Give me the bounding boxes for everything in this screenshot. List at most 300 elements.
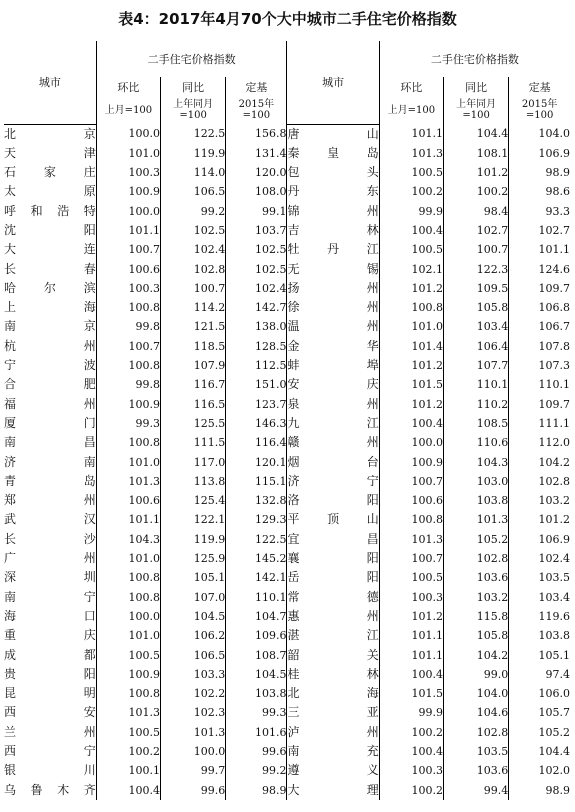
city-name-left: 西 安: [4, 705, 96, 720]
dingji-value-left: 138.0: [226, 317, 287, 336]
dingji-value-left: 115.1: [226, 472, 287, 491]
city-name-right: 济 宁: [287, 472, 379, 491]
huanbi-value-right: 99.9: [379, 703, 443, 722]
tongbi-value-right: 122.3: [444, 260, 509, 279]
huanbi-value-left: 100.6: [96, 260, 160, 279]
huanbi-value-left: 100.4: [96, 781, 160, 800]
city-name-left: 兰 州: [4, 724, 96, 739]
city-name-left: 深 圳: [4, 570, 96, 585]
tongbi-value-right: 103.0: [444, 472, 509, 491]
tongbi-value-left: 125.9: [161, 549, 226, 568]
city-name-right: 岳 阳: [287, 568, 379, 587]
huanbi-value-left: 101.1: [96, 221, 160, 240]
table-row: [4, 703, 570, 722]
tongbi-value-left: 106.5: [161, 646, 226, 665]
huanbi-value-left: 100.7: [96, 240, 160, 259]
table-row: [4, 317, 570, 336]
tongbi-value-left: 119.9: [161, 144, 226, 163]
tongbi-value-left: 106.5: [161, 182, 226, 201]
tongbi-value-right: 110.2: [444, 395, 509, 414]
city-name-left: 贵 阳: [4, 666, 96, 681]
table-row: [4, 279, 570, 298]
tongbi-value-left: 101.3: [161, 723, 226, 742]
table-row: [4, 356, 570, 375]
tongbi-value-left: 102.5: [161, 221, 226, 240]
tongbi-value-right: 101.2: [444, 163, 509, 182]
city-name-right: 锦 州: [287, 202, 379, 221]
dingji-value-left: 109.6: [226, 626, 287, 645]
tongbi-value-left: 107.9: [161, 356, 226, 375]
city-name-right: 三 亚: [287, 703, 379, 722]
price-index-table: [4, 41, 570, 800]
city-name-right: 南 充: [287, 742, 379, 761]
huanbi-value-right: 101.0: [379, 317, 443, 336]
table-row: [4, 144, 570, 163]
tongbi-value-right: 109.5: [444, 279, 509, 298]
huanbi-value-left: 104.3: [96, 530, 160, 549]
tongbi-value-left: 113.8: [161, 472, 226, 491]
tongbi-value-left: 99.7: [161, 761, 226, 780]
dingji-value-right: 104.2: [509, 453, 570, 472]
dingji-value-left: 99.1: [226, 202, 287, 221]
city-name-left: 郑 州: [4, 493, 96, 508]
city-name-left: 乌鲁木齐: [4, 782, 96, 797]
tongbi-value-left: 118.5: [161, 337, 226, 356]
dingji-value-right: 102.0: [509, 761, 570, 780]
city-name-left: 北 京: [4, 126, 96, 141]
dingji-value-right: 98.9: [509, 781, 570, 800]
dingji-value-right: 101.1: [509, 240, 570, 259]
dingji-value-left: 128.5: [226, 337, 287, 356]
huanbi-value-right: 101.3: [379, 530, 443, 549]
tongbi-value-left: 99.2: [161, 202, 226, 221]
dingji-value-right: 103.5: [509, 568, 570, 587]
city-name-right: 遵 义: [287, 761, 379, 780]
city-name-left: 海 口: [4, 608, 96, 623]
huanbi-value-left: 100.3: [96, 163, 160, 182]
dingji-value-right: 112.0: [509, 433, 570, 452]
huanbi-value-left: 99.8: [96, 317, 160, 336]
dingji-value-left: 146.3: [226, 414, 287, 433]
dingji-value-left: 104.7: [226, 607, 287, 626]
city-name-right: 惠 州: [287, 607, 379, 626]
huanbi-value-right: 101.1: [379, 646, 443, 665]
huanbi-base-right: 上月=100: [379, 96, 443, 124]
huanbi-value-left: 100.8: [96, 298, 160, 317]
tongbi-value-left: 102.2: [161, 684, 226, 703]
tongbi-value-left: 102.4: [161, 240, 226, 259]
city-name-right: 洛 阳: [287, 491, 379, 510]
city-name-right: 韶 关: [287, 646, 379, 665]
dingji-value-left: 142.7: [226, 298, 287, 317]
dingji-value-right: 104.0: [509, 124, 570, 144]
city-name-left: 成 都: [4, 647, 96, 662]
tongbi-value-left: 114.0: [161, 163, 226, 182]
dingji-value-left: 102.4: [226, 279, 287, 298]
tongbi-value-left: 99.6: [161, 781, 226, 800]
city-name-left: 西 宁: [4, 744, 96, 758]
huanbi-value-right: 101.1: [379, 124, 443, 144]
tongbi-value-left: 103.3: [161, 665, 226, 684]
city-name-left: 大 连: [4, 242, 96, 257]
tongbi-value-right: 99.4: [444, 781, 509, 800]
dingji-value-right: 105.2: [509, 723, 570, 742]
city-name-left: 青 岛: [4, 473, 96, 488]
city-name-right: 安 庆: [287, 375, 379, 394]
dingji-value-left: 122.5: [226, 530, 287, 549]
tongbi-value-right: 104.0: [444, 684, 509, 703]
huanbi-value-right: 100.4: [379, 414, 443, 433]
huanbi-value-left: 100.8: [96, 356, 160, 375]
huanbi-value-right: 101.3: [379, 144, 443, 163]
huanbi-value-left: 100.8: [96, 588, 160, 607]
city-header-right: 城市: [287, 41, 379, 124]
huanbi-value-left: 100.0: [96, 202, 160, 221]
huanbi-value-left: 100.1: [96, 761, 160, 780]
dingji-value-left: 120.0: [226, 163, 287, 182]
tongbi-value-right: 102.8: [444, 723, 509, 742]
dingji-value-right: 107.3: [509, 356, 570, 375]
dingji-value-left: 101.6: [226, 723, 287, 742]
dingji-value-right: 93.3: [509, 202, 570, 221]
dingji-value-right: 124.6: [509, 260, 570, 279]
city-name-left: 长 春: [4, 261, 96, 276]
huanbi-value-right: 100.4: [379, 665, 443, 684]
city-name-right: 秦皇岛: [287, 144, 379, 163]
dingji-value-right: 105.1: [509, 646, 570, 665]
dingji-value-right: 106.0: [509, 684, 570, 703]
tongbi-value-right: 102.7: [444, 221, 509, 240]
city-name-left: 武 汉: [4, 512, 96, 527]
dingji-value-right: 119.6: [509, 607, 570, 626]
huanbi-value-right: 100.5: [379, 240, 443, 259]
table-row: [4, 530, 570, 549]
city-name-left: 哈尔滨: [4, 280, 96, 295]
city-name-right: 桂 林: [287, 665, 379, 684]
huanbi-value-right: 100.2: [379, 723, 443, 742]
city-name-right: 平顶山: [287, 510, 379, 529]
tongbi-value-left: 122.5: [161, 124, 226, 144]
tongbi-value-right: 103.2: [444, 588, 509, 607]
dingji-value-right: 101.2: [509, 510, 570, 529]
dingji-value-left: 99.2: [226, 761, 287, 780]
table-row: [4, 124, 570, 144]
table-row: [4, 781, 570, 800]
city-name-left: 宁 波: [4, 358, 96, 373]
tongbi-value-left: 105.1: [161, 568, 226, 587]
huanbi-value-right: 100.5: [379, 163, 443, 182]
table-row: [4, 491, 570, 510]
dingji-value-left: 103.8: [226, 684, 287, 703]
city-header-left: 城市: [4, 41, 96, 124]
tongbi-value-left: 116.7: [161, 375, 226, 394]
dingji-value-left: 129.3: [226, 510, 287, 529]
tongbi-base-left: 上年同月=100: [161, 96, 226, 124]
huanbi-value-right: 100.6: [379, 491, 443, 510]
tongbi-value-right: 107.7: [444, 356, 509, 375]
tongbi-value-left: 116.5: [161, 395, 226, 414]
dingji-value-right: 106.9: [509, 530, 570, 549]
city-name-left: 南 昌: [4, 435, 96, 450]
huanbi-value-left: 101.3: [96, 472, 160, 491]
tongbi-value-right: 103.6: [444, 568, 509, 587]
dingji-value-right: 104.4: [509, 742, 570, 761]
table-row: [4, 453, 570, 472]
tongbi-value-right: 105.8: [444, 298, 509, 317]
table-row: [4, 395, 570, 414]
huanbi-value-right: 99.9: [379, 202, 443, 221]
table-row: [4, 337, 570, 356]
tongbi-value-left: 111.5: [161, 433, 226, 452]
huanbi-value-left: 100.3: [96, 279, 160, 298]
dingji-value-right: 106.7: [509, 317, 570, 336]
tongbi-header-left: 同比: [161, 77, 226, 96]
tongbi-value-right: 104.2: [444, 646, 509, 665]
city-name-left: 重 庆: [4, 628, 96, 643]
tongbi-value-right: 103.4: [444, 317, 509, 336]
dingji-value-right: 106.9: [509, 144, 570, 163]
city-name-right: 宜 昌: [287, 530, 379, 549]
huanbi-value-right: 100.3: [379, 588, 443, 607]
table-row: [4, 221, 570, 240]
dingji-value-right: 111.1: [509, 414, 570, 433]
huanbi-value-right: 100.2: [379, 781, 443, 800]
huanbi-value-left: 100.7: [96, 337, 160, 356]
table-row: [4, 742, 570, 761]
city-name-left: 济 南: [4, 454, 96, 469]
huanbi-value-right: 101.1: [379, 626, 443, 645]
table-row: [4, 182, 570, 201]
tongbi-value-left: 100.0: [161, 742, 226, 761]
huanbi-header-right: 环比: [379, 77, 443, 96]
dingji-value-right: 103.4: [509, 588, 570, 607]
dingji-value-left: 98.9: [226, 781, 287, 800]
tongbi-value-left: 125.4: [161, 491, 226, 510]
city-name-right: 湛 江: [287, 626, 379, 645]
tongbi-value-left: 102.8: [161, 260, 226, 279]
table-row: [4, 163, 570, 182]
table-row: [4, 240, 570, 259]
huanbi-value-right: 102.1: [379, 260, 443, 279]
tongbi-value-right: 100.7: [444, 240, 509, 259]
dingji-value-right: 109.7: [509, 395, 570, 414]
dingji-value-right: 102.7: [509, 221, 570, 240]
city-name-right: 襄 阳: [287, 549, 379, 568]
table-row: [4, 646, 570, 665]
city-name-right: 赣 州: [287, 433, 379, 452]
tongbi-value-left: 114.2: [161, 298, 226, 317]
city-name-right: 温 州: [287, 317, 379, 336]
city-name-right: 九 江: [287, 414, 379, 433]
city-name-left: 呼和浩特: [4, 203, 96, 218]
huanbi-value-left: 100.5: [96, 723, 160, 742]
huanbi-value-right: 100.8: [379, 298, 443, 317]
tongbi-value-right: 104.6: [444, 703, 509, 722]
huanbi-value-left: 100.9: [96, 182, 160, 201]
tongbi-value-left: 121.5: [161, 317, 226, 336]
tongbi-value-left: 122.1: [161, 510, 226, 529]
tongbi-value-right: 103.5: [444, 742, 509, 761]
city-name-right: 扬 州: [287, 279, 379, 298]
huanbi-value-right: 100.7: [379, 549, 443, 568]
huanbi-value-right: 101.2: [379, 279, 443, 298]
dingji-value-right: 103.2: [509, 491, 570, 510]
huanbi-value-right: 100.2: [379, 182, 443, 201]
huanbi-value-left: 100.5: [96, 646, 160, 665]
table-row: [4, 549, 570, 568]
city-name-right: 北 海: [287, 684, 379, 703]
city-name-left: 长 沙: [4, 531, 96, 546]
city-name-left: 上 海: [4, 300, 96, 315]
huanbi-base-left: 上月=100: [96, 96, 160, 124]
tongbi-value-right: 103.8: [444, 491, 509, 510]
tongbi-value-left: 100.7: [161, 279, 226, 298]
tongbi-value-right: 102.8: [444, 549, 509, 568]
tongbi-value-right: 101.3: [444, 510, 509, 529]
table-row: [4, 433, 570, 452]
table-row: [4, 684, 570, 703]
dingji-value-right: 109.7: [509, 279, 570, 298]
huanbi-value-right: 101.2: [379, 356, 443, 375]
huanbi-value-right: 100.8: [379, 510, 443, 529]
dingji-value-left: 112.5: [226, 356, 287, 375]
tongbi-value-right: 106.4: [444, 337, 509, 356]
city-name-left: 石家庄: [4, 165, 96, 180]
city-name-left: 天 津: [4, 145, 96, 160]
tongbi-value-right: 105.2: [444, 530, 509, 549]
tongbi-value-right: 98.4: [444, 202, 509, 221]
dingji-header-left: 定基: [226, 77, 287, 96]
city-name-left: 沈 阳: [4, 222, 96, 237]
huanbi-value-left: 101.0: [96, 626, 160, 645]
huanbi-value-right: 101.4: [379, 337, 443, 356]
tongbi-header-right: 同比: [444, 77, 509, 96]
huanbi-value-left: 99.8: [96, 375, 160, 394]
tongbi-value-right: 108.5: [444, 414, 509, 433]
group-header-left: 二手住宅价格指数: [96, 41, 287, 77]
huanbi-value-left: 100.8: [96, 568, 160, 587]
huanbi-value-right: 100.4: [379, 742, 443, 761]
huanbi-value-left: 100.0: [96, 124, 160, 144]
huanbi-value-left: 100.2: [96, 742, 160, 761]
tongbi-value-left: 117.0: [161, 453, 226, 472]
tongbi-value-left: 107.0: [161, 588, 226, 607]
tongbi-value-right: 103.6: [444, 761, 509, 780]
dingji-value-left: 151.0: [226, 375, 287, 394]
dingji-value-left: 142.1: [226, 568, 287, 587]
dingji-value-left: 102.5: [226, 260, 287, 279]
table-body: [4, 124, 570, 800]
table-row: [4, 375, 570, 394]
dingji-value-left: 110.1: [226, 588, 287, 607]
dingji-value-left: 108.0: [226, 182, 287, 201]
dingji-header-right: 定基: [509, 77, 570, 96]
tongbi-value-left: 125.5: [161, 414, 226, 433]
table-row: [4, 665, 570, 684]
dingji-value-right: 98.9: [509, 163, 570, 182]
tongbi-value-right: 110.1: [444, 375, 509, 394]
tongbi-value-left: 119.9: [161, 530, 226, 549]
table-row: [4, 298, 570, 317]
huanbi-value-right: 100.4: [379, 221, 443, 240]
dingji-value-left: 104.5: [226, 665, 287, 684]
city-name-left: 合 肥: [4, 377, 96, 392]
huanbi-value-right: 100.9: [379, 453, 443, 472]
huanbi-value-left: 100.6: [96, 491, 160, 510]
dingji-value-right: 110.1: [509, 375, 570, 394]
huanbi-value-left: 101.0: [96, 549, 160, 568]
city-name-left: 昆 明: [4, 686, 96, 701]
huanbi-value-left: 101.0: [96, 144, 160, 163]
city-name-left: 南 京: [4, 319, 96, 334]
tongbi-value-right: 100.2: [444, 182, 509, 201]
city-name-left: 杭 州: [4, 338, 96, 353]
city-name-right: 吉 林: [287, 221, 379, 240]
table-row: [4, 260, 570, 279]
group-header-right: 二手住宅价格指数: [379, 41, 570, 77]
dingji-value-right: 105.7: [509, 703, 570, 722]
dingji-value-left: 116.4: [226, 433, 287, 452]
city-name-left: 广 州: [4, 551, 96, 566]
city-name-right: 泸 州: [287, 723, 379, 742]
dingji-value-left: 99.3: [226, 703, 287, 722]
city-name-right: 徐 州: [287, 298, 379, 317]
huanbi-value-right: 101.2: [379, 395, 443, 414]
table-row: [4, 607, 570, 626]
huanbi-value-left: 100.8: [96, 684, 160, 703]
huanbi-value-right: 101.5: [379, 684, 443, 703]
table-row: [4, 510, 570, 529]
city-name-right: 金 华: [287, 337, 379, 356]
dingji-value-left: 99.6: [226, 742, 287, 761]
huanbi-value-left: 101.1: [96, 510, 160, 529]
table-row: [4, 202, 570, 221]
huanbi-value-right: 100.0: [379, 433, 443, 452]
tongbi-value-left: 104.5: [161, 607, 226, 626]
huanbi-value-left: 100.0: [96, 607, 160, 626]
dingji-value-left: 123.7: [226, 395, 287, 414]
tongbi-value-right: 104.4: [444, 124, 509, 144]
huanbi-header-left: 环比: [96, 77, 160, 96]
table-row: [4, 761, 570, 780]
dingji-value-left: 103.7: [226, 221, 287, 240]
tongbi-value-left: 106.2: [161, 626, 226, 645]
huanbi-value-right: 100.7: [379, 472, 443, 491]
tongbi-value-right: 104.3: [444, 453, 509, 472]
city-name-right: 唐 山: [287, 124, 379, 144]
dingji-value-right: 97.4: [509, 665, 570, 684]
city-name-right: 牡丹江: [287, 240, 379, 259]
city-name-right: 烟 台: [287, 453, 379, 472]
huanbi-value-left: 100.9: [96, 665, 160, 684]
tongbi-base-right: 上年同月=100: [444, 96, 509, 124]
tongbi-value-right: 105.8: [444, 626, 509, 645]
dingji-base-right: 2015年=100: [509, 96, 570, 124]
dingji-base-left: 2015年=100: [226, 96, 287, 124]
city-name-left: 银 川: [4, 763, 96, 778]
table-row: [4, 588, 570, 607]
huanbi-value-right: 100.5: [379, 568, 443, 587]
city-name-left: 福 州: [4, 396, 96, 411]
dingji-value-right: 98.6: [509, 182, 570, 201]
huanbi-value-left: 100.9: [96, 395, 160, 414]
tongbi-value-right: 110.6: [444, 433, 509, 452]
table-row: [4, 568, 570, 587]
dingji-value-left: 156.8: [226, 124, 287, 144]
huanbi-value-right: 100.3: [379, 761, 443, 780]
tongbi-value-right: 99.0: [444, 665, 509, 684]
city-name-right: 泉 州: [287, 395, 379, 414]
